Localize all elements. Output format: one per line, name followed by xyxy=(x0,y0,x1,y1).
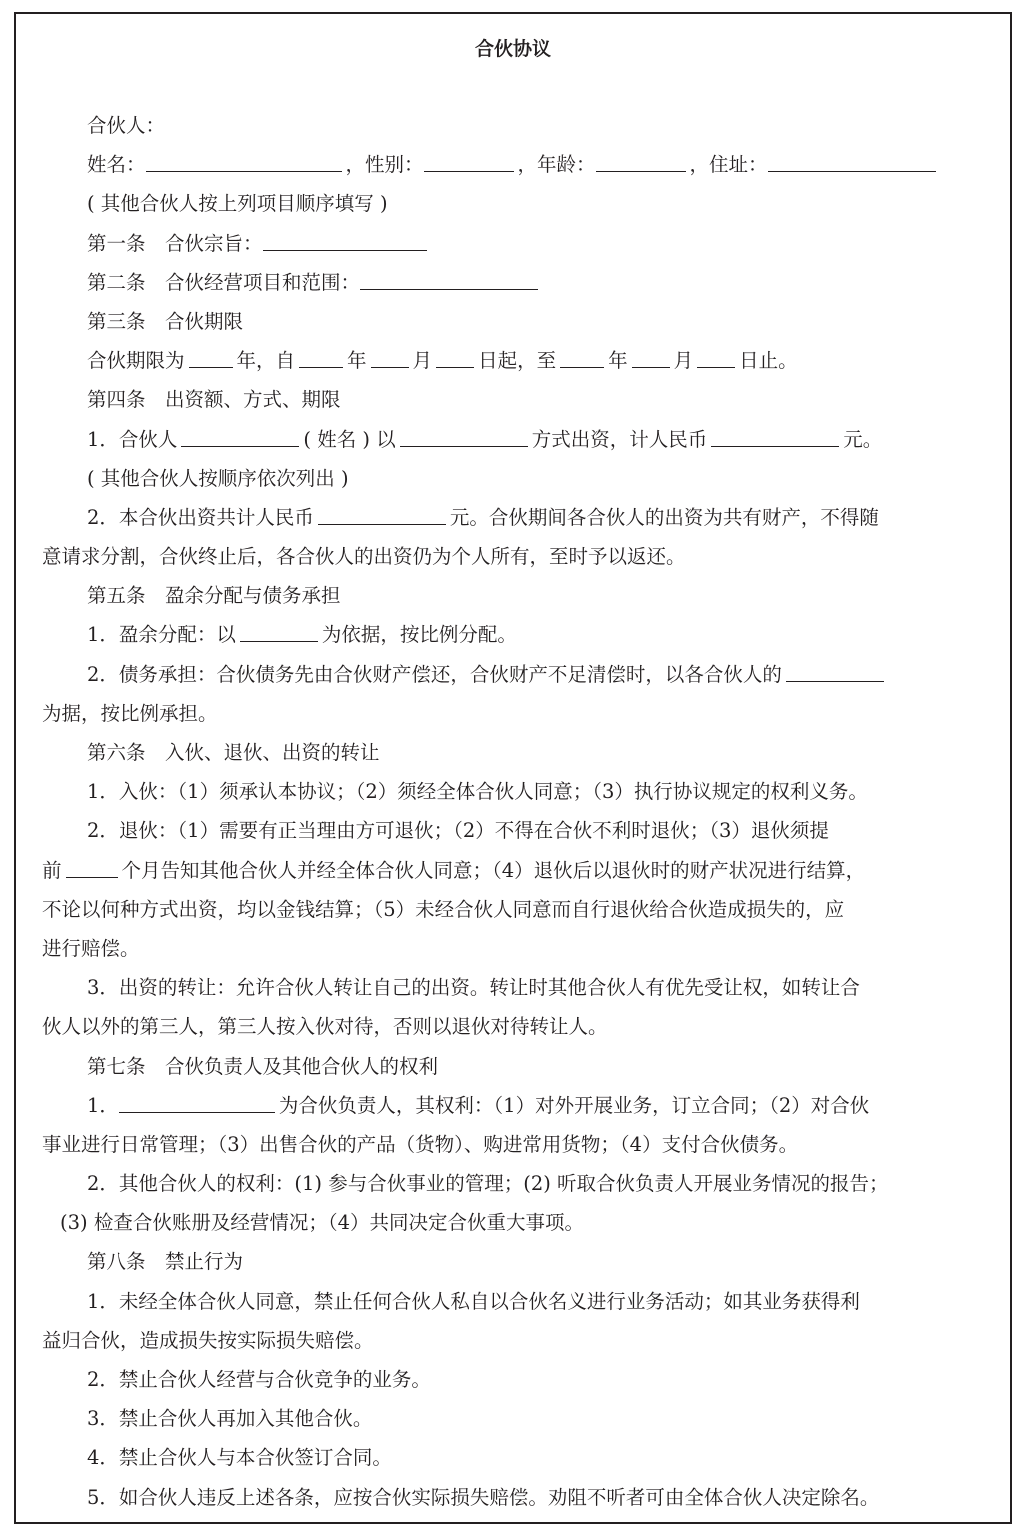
debt-basis-blank[interactable] xyxy=(786,663,884,682)
article-6-heading: 第六条 入伙、退伙、出资的转让 xyxy=(87,741,380,764)
article-1: 第一条 合伙宗旨： xyxy=(42,224,988,263)
contribution-line: 1．合伙人 ( 姓名 ) 以 方式出资，计人民币 元。 xyxy=(87,427,883,451)
partner-info-line: 姓名： ，性别： ，年龄： ，住址： xyxy=(42,145,988,184)
total-amount-blank[interactable] xyxy=(318,506,446,525)
paragraph-line: 益归合伙，造成损失按实际损失赔偿。 xyxy=(42,1328,374,1352)
end-year-blank[interactable] xyxy=(560,349,604,368)
purpose-blank[interactable] xyxy=(263,232,427,251)
article-3-heading: 第三条 合伙期限 xyxy=(87,309,244,333)
article-2: 第二条 合伙经营项目和范围： xyxy=(42,263,988,302)
paragraph-line: 进行赔偿。 xyxy=(42,936,140,960)
scope-blank[interactable] xyxy=(360,271,538,290)
age-blank[interactable] xyxy=(596,153,686,172)
article-4-heading: 第四条 出资额、方式、期限 xyxy=(87,388,341,412)
admission-line: 1．入伙：（1）须承认本协议；（2）须经全体合伙人同意；（3）执行协议规定的权利义务。 xyxy=(87,780,868,804)
gender-blank[interactable] xyxy=(424,153,514,172)
withdrawal-line: 2．退伙：（1）需要有正当理由方可退伙；（2）不得在合伙不利时退伙；（3）退伙须提 xyxy=(87,819,829,843)
notice-months-blank[interactable] xyxy=(66,859,118,878)
prohibition-4: 4．禁止合伙人与本合伙签订合同。 xyxy=(87,1446,392,1470)
paragraph-line: 事业进行日常管理；（3）出售合伙的产品（货物）、购进常用货物；（4）支付合伙债务。 xyxy=(42,1132,799,1156)
prohibition-3: 3．禁止合伙人再加入其他合伙。 xyxy=(87,1407,373,1431)
paragraph-line: (3) 检查合伙账册及经营情况；（4）共同决定合伙重大事项。 xyxy=(60,1211,584,1235)
article-5-heading: 第五条 盈余分配与债务承担 xyxy=(87,584,341,608)
paragraph-line: 为据，按比例承担。 xyxy=(42,701,218,725)
contribution-method-blank[interactable] xyxy=(400,428,528,447)
article-7-heading: 第七条 合伙负责人及其他合伙人的权利 xyxy=(87,1054,439,1078)
document-title: 合伙协议 xyxy=(474,38,551,60)
paragraph-line: 意请求分割，合伙终止后，各合伙人的出资仍为个人所有，至时予以返还。 xyxy=(42,545,686,569)
partner-heading: 合伙人： xyxy=(87,114,166,137)
contract-page xyxy=(14,12,1012,1524)
contribution-amount-blank[interactable] xyxy=(711,428,839,447)
name-blank[interactable] xyxy=(146,153,342,172)
manager-line: 1． 为合伙负责人，其权利：（1）对外开展业务，订立合同；（2）对合伙 xyxy=(87,1093,870,1117)
start-year-blank[interactable] xyxy=(299,349,343,368)
prohibition-5: 5．如合伙人违反上述各条，应按合伙实际损失赔偿。劝阻不听者可由全体合伙人决定除名。 xyxy=(87,1485,880,1509)
prohibition-2: 2．禁止合伙人经营与合伙竞争的业务。 xyxy=(87,1368,431,1391)
transfer-line: 3．出资的转让：允许合伙人转让自己的出资。转让时其他合伙人有优先受让权，如转让合 xyxy=(87,976,860,1000)
debt-line: 2．债务承担：合伙债务先由合伙财产偿还，合伙财产不足清偿时，以各合伙人的 xyxy=(42,655,988,694)
article-8-heading: 第八条 禁止行为 xyxy=(87,1250,244,1274)
prohibition-1: 1．未经全体合伙人同意，禁止任何合伙人私自以合伙名义进行业务活动；如其业务获得利 xyxy=(87,1289,860,1313)
paragraph-line: 不论以何种方式出资，均以金钱结算；（5）未经合伙人同意而自行退伙给合伙造成损失的，应 xyxy=(42,897,845,921)
start-day-blank[interactable] xyxy=(436,349,474,368)
end-day-blank[interactable] xyxy=(697,349,735,368)
partner-name-blank[interactable] xyxy=(181,428,299,447)
end-month-blank[interactable] xyxy=(632,349,670,368)
note-line: ( 其他合伙人按上列项目顺序填写 ) xyxy=(87,192,388,216)
document-body xyxy=(42,106,988,1517)
paragraph-line: 伙人以外的第三人，第三人按入伙对待，否则以退伙对待转让人。 xyxy=(42,1015,608,1039)
address-blank[interactable] xyxy=(768,153,936,172)
note-line-2: ( 其他合伙人按顺序依次列出 ) xyxy=(87,466,349,490)
manager-name-blank[interactable] xyxy=(119,1094,275,1113)
start-month-blank[interactable] xyxy=(371,349,409,368)
total-contribution-line: 2．本合伙出资共计人民币 元。合伙期间各合伙人的出资为共有财产，不得随 xyxy=(87,505,879,529)
profit-line: 1．盈余分配：以 为依据，按比例分配。 xyxy=(87,623,517,647)
paragraph-line: 前 个月告知其他合伙人并经全体合伙人同意；（4）退伙后以退伙时的财产状况进行结算， xyxy=(42,858,866,882)
profit-basis-blank[interactable] xyxy=(240,623,318,642)
term-line: 合伙期限为 年，自 年 月 日起，至 年 月 日止。 xyxy=(87,349,798,373)
term-years-blank[interactable] xyxy=(189,349,233,368)
partner-rights-line: 2．其他合伙人的权利：(1) 参与合伙事业的管理；(2) 听取合伙负责人开展业务情况的报告； xyxy=(87,1172,889,1196)
